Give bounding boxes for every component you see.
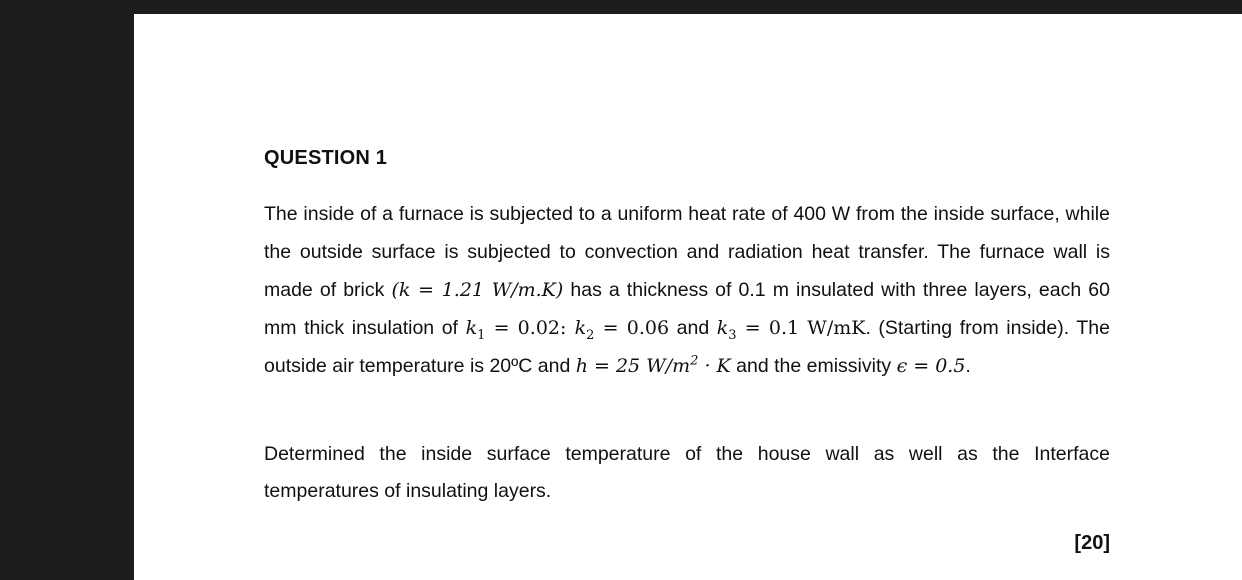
brick-conductivity-expression: (k = 1.21 W/m.K) bbox=[391, 279, 564, 301]
convection-coefficient-expression: h = 25 $W/m^2 \cdot K$ bbox=[575, 353, 731, 377]
text-segment: and bbox=[669, 317, 717, 339]
text-segment: . (Starting from inside). The outside air temperature is 20ºC and bbox=[264, 317, 1110, 377]
marks-label: [20] bbox=[1074, 532, 1110, 554]
question-heading: QUESTION 1 bbox=[264, 147, 388, 169]
text-segment: has a thickness of 0.1 m insulated with three layers, each 60 mm thick insulation of bbox=[264, 279, 1110, 339]
k3-expression: $k_3 = 0.1$ W/mK bbox=[716, 317, 866, 343]
question-paragraph bbox=[264, 195, 1110, 385]
k1-expression: $k_1 = 0.02$: bbox=[465, 317, 575, 343]
question-instruction: Determined the inside surface temperature of the house wall as well as the Interface temperatures of insulating layers. bbox=[264, 443, 1110, 502]
emissivity-expression: ϵ = 0.5 bbox=[896, 355, 966, 377]
text-segment: The inside of a furnace is subjected to a uniform heat rate of 400 W from the inside surface, while the outside surface is subjected to convection and radiation heat transfer. The furnace wall is made of brick bbox=[264, 203, 1110, 301]
text-segment: . bbox=[965, 355, 971, 377]
text-segment: and the emissivity bbox=[730, 355, 897, 377]
k2-expression: $k_2 = 0.06$ bbox=[574, 317, 670, 343]
document-page bbox=[134, 14, 1242, 580]
